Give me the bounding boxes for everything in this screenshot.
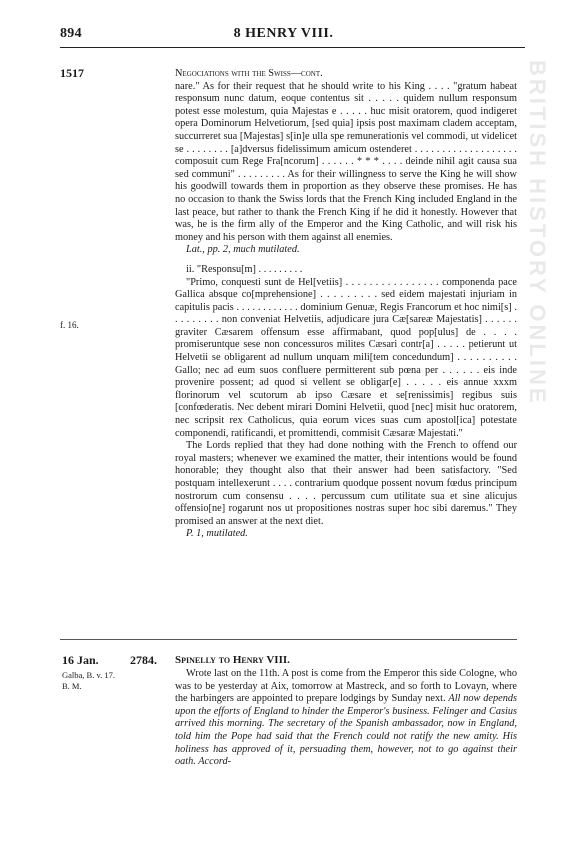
entry-continuation: [175, 68, 517, 541]
running-title: 8 HENRY VIII.: [233, 26, 334, 41]
margin-year: 1517: [60, 66, 84, 80]
source-note: Lat., pp. 2, much mutilated.: [186, 244, 300, 256]
paragraph: The Lords replied that they had done nothing with the French to offend our royal masters; whenever we examined the matter, their intentions would be found honorable; they thought also that their answer had been satisfactory. "Sed postquam intellexerunt . . . . contrarium quodque possent novum fœdus principum nostrorum cum consensu . . . . percussum cum utilitate sua et sine alicujus offensio[ne] rogarunt nos ut propositiones nostras super hoc sibi daremus." They promised an answer at the next diet.: [175, 440, 517, 527]
source-note: P. 1, mutilated.: [186, 528, 248, 540]
entry-separator: [60, 639, 517, 640]
paragraph: "Primo, conquesti sunt de Hel[vetiis] . . . . . . . . . . . . . . . . componenda pace Gallica absque co[mprehensione] . . . . . . . . . sed eidem majestati injuriam in capitulis pacis . . . . . . . . . . . . dominium Genuæ, Regis Francorum et hoc nimi[s] . . . . . . . . . non conveniat Helvetiis, adjudicare jura Cæ[sareæ Majestatis] . . . . . . graviter Cæsarem offensum esse affirmabant, quod pop[ulus] de . . . . promiseruntque sese non concessuros milites Cæsari contr[a] . . . . . petierunt ut Helvetii se obligarent ad nullum unquam mili[tem concedundum] . . . . . . . . . . Gallo; nec ad eum suos confluere permitterent sub pœna per . . . . . . eis inde provenire possent; ad quod si vellent se obligar[e] . . . . . eis annue xxxm florinorum vel scutorum ab ipso Cæsare et se[renissimis] regibus suis [confœderatis. Nec debent mirari Domini Helvetii, quod [nec] misit huc oratorem, nec scripsit rex Catholicus, quia eorum vices suas cum apostol[ica] potestate componendi, ratificandi, et promittendi, commisit Cæsaræ Majestati.": [175, 276, 517, 439]
paragraph: Wrote last on the 11th. A post is come from the Emperor this side Cologne, who was to be yesterday at Aix, tomorrow at Mastreck, and so forth to Lovayn, where the harbingers are appointed to prepare lodgings by Sunday next. All now depends upon the efforts of England to hinder the Emperor's business. Felinger and Casius arrived this morning. The secretary of the Spanish ambassador, now in England, told him the Pope had said that the French could not ratify the new amity. His holiness has approved of it, persuading them, however, not to go against their oath. Accord-: [175, 668, 517, 768]
header-rule: [60, 47, 525, 48]
watermark: BRITISH HISTORY ONLINE: [525, 60, 550, 406]
page-number: 894: [60, 26, 82, 41]
entry-title: Spinelly to Henry VIII.: [175, 654, 290, 666]
margin-folio: f. 16.: [60, 320, 79, 330]
entry-number: 2784.: [130, 653, 157, 667]
paragraph: ii. "Responsu[m] . . . . . . . . .: [186, 263, 303, 275]
entry-heading: Negociations with the Swiss—cont.: [175, 68, 323, 79]
entry-date: 16 Jan.: [62, 653, 99, 667]
entry-body: [175, 668, 517, 769]
paragraph: nare." As for their request that he should write to his King . . . . "gratum habeat responsum nunc datum, eoque contentus sit . . . . . quidem nullum responsum potest esse molestum, quia Majestas e . . . . . huc misit oratorem, quod indigeret opera Dominorum Helvetiorum, [sed quia] ipsis post maximam cladem acceptam, succurreret sua [Majestas] s[in]e ulla spe remunerationis vel commodi, ut videlicet se . . . . . . . . [a]dversus fidelissimum amicum ostenderet . . . . . . . . . . . . . . . . . . . composuit cum Rege Fra[ncorum] . . . . . . * * * . . . . deinde nihil agit causa sua sed communi" . . . . . . . . . As for their willingness to serve the King he will show his goodwill towards them in proportion as they observe these promises. He has no occasion to thank the Swiss lords that the French King included England in the last peace, but rather to thank the French King if he did it honestly. However that was, he is the firm ally of the Emperor and the King Catholic, and will risk his money and his person with them against all enemies.: [175, 80, 517, 243]
source-reference: Galba, B. v. 17. B. M.: [62, 670, 116, 691]
